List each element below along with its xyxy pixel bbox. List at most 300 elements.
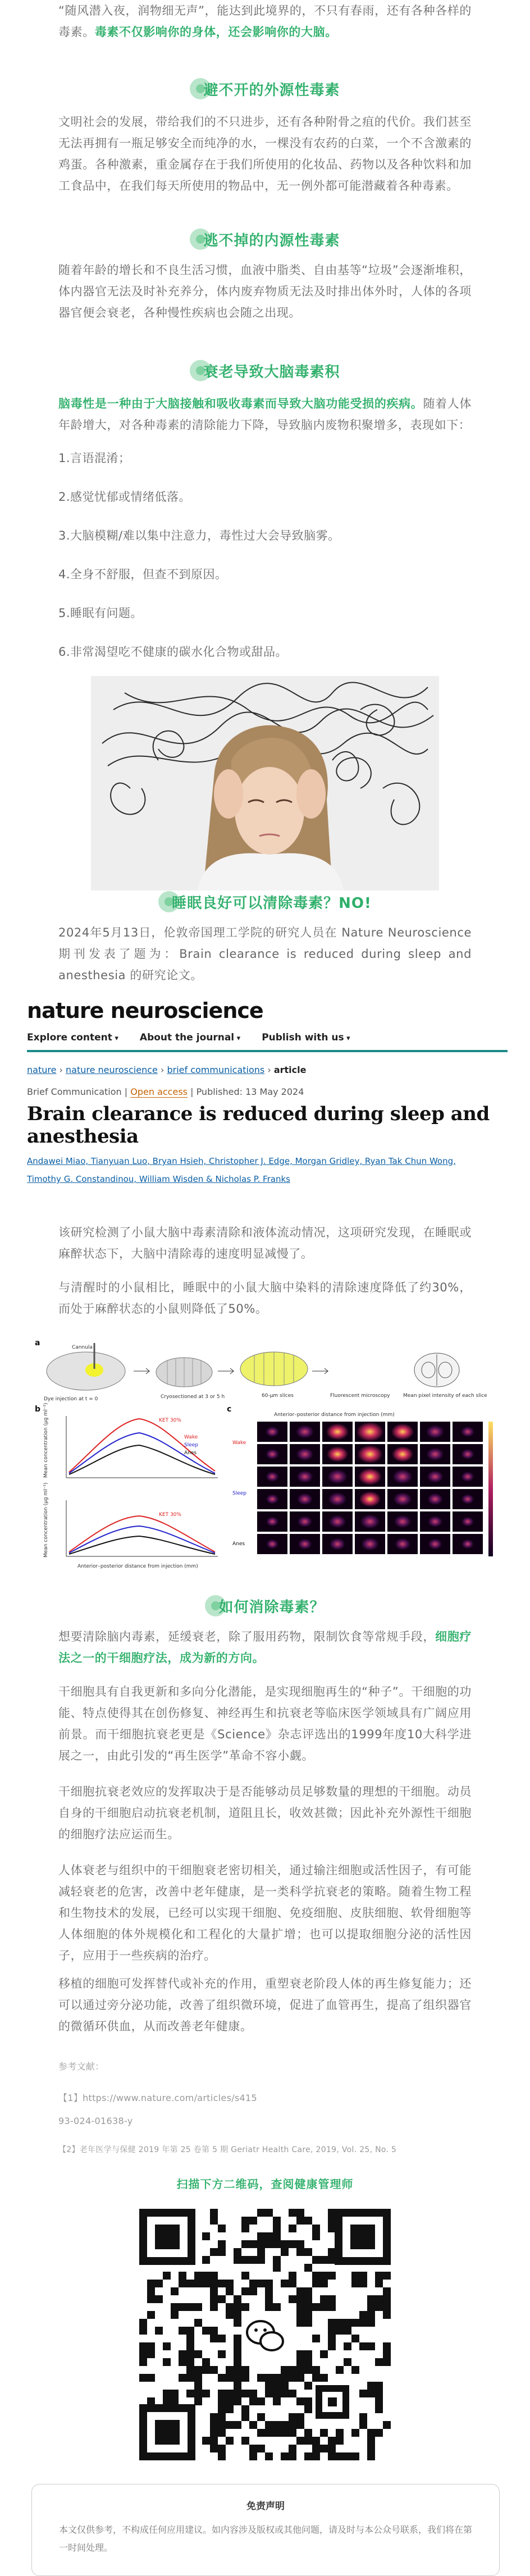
qr-module (249, 2390, 257, 2397)
qr-module (210, 2421, 218, 2429)
qr-module (289, 2390, 296, 2397)
qr-module (194, 2350, 202, 2358)
qr-module (273, 2240, 281, 2248)
section3-highlight: 脑毒性是一种由于大脑接触和吸收毒素而导致大脑功能受损的疾病。 (58, 397, 423, 410)
qr-module (273, 2429, 281, 2437)
qr-module (234, 2342, 241, 2350)
qr-module (320, 2295, 328, 2303)
qr-module (320, 2445, 328, 2452)
heatmap-spot (296, 1425, 314, 1438)
section-title: 衰老导致大脑毒素积 (203, 363, 340, 381)
qr-module (344, 2452, 351, 2460)
qr-module (383, 2358, 391, 2366)
qr-module (155, 2327, 163, 2335)
qr-module (179, 2374, 186, 2382)
qr-module (336, 2429, 344, 2437)
qr-module (179, 2350, 186, 2358)
heatmap-spot (296, 1448, 314, 1461)
heatmap-title: Anterior–posterior distance from injection (mm) (274, 1412, 395, 1418)
qr-module (320, 2303, 328, 2311)
qr-module (367, 2429, 375, 2437)
qr-module (265, 2421, 273, 2429)
section-title: 避不开的外源性毒素 (203, 81, 340, 99)
qr-module (351, 2429, 359, 2437)
qr-module (249, 2256, 257, 2264)
qr-module (383, 2421, 391, 2429)
qr-module (202, 2358, 210, 2366)
cannula-label: Cannula (72, 1345, 93, 1350)
qr-module (147, 2311, 155, 2319)
ylabel-top: Mean concentration (μg ml⁻¹) (43, 1403, 49, 1478)
journal-screenshot (27, 998, 508, 1188)
qr-module (296, 2374, 304, 2382)
caption-microscopy: Fluorescent microscopy (330, 1393, 390, 1399)
qr-module (163, 2342, 171, 2350)
qr-module (359, 2272, 367, 2280)
stem-cell-paragraph: 移植的细胞可发挥替代或补充的作用，重塑衰老阶段人体的再生修复能力；还可以通过旁分泌功能，改善了组织微环境，促进了血管再生，提高了组织器官的微循环供血，从而改善老年健康。 (58, 1977, 472, 2033)
qr-module (328, 2342, 336, 2350)
study-summary: 该研究检测了小鼠大脑中毒素清除和液体流动情况，这项研究发现，在睡眠或麻醉状态下，大脑中清除毒的速度明显减慢了。 (58, 1226, 472, 1260)
qr-module (375, 2429, 383, 2437)
qr-module (210, 2335, 218, 2342)
qr-module (257, 2248, 265, 2256)
qr-module (241, 2272, 249, 2280)
qr-module (249, 2445, 257, 2452)
qr-module (218, 2445, 226, 2452)
qr-module (147, 2342, 155, 2350)
qr-module (194, 2397, 202, 2405)
symptom-list-item: 5.睡眠有问题。 (58, 606, 143, 620)
qr-module (218, 2397, 226, 2405)
qr-module (257, 2280, 265, 2287)
qr-module (234, 2421, 241, 2429)
qr-module (226, 2287, 234, 2295)
qr-module (265, 2280, 273, 2287)
qr-module (147, 2397, 155, 2405)
qr-module (226, 2303, 234, 2311)
qr-module (186, 2327, 194, 2335)
qr-module (218, 2225, 226, 2232)
panel-b-label: b (35, 1405, 41, 1414)
qr-caption: 扫描下方二维码，查阅健康管理师 (176, 2177, 354, 2191)
qr-module (163, 2397, 171, 2405)
heatmap-spot (461, 1427, 474, 1437)
qr-module (234, 2256, 241, 2264)
qr-module (218, 2248, 226, 2256)
qr-module (296, 2366, 304, 2374)
heatmap-spot (298, 1516, 312, 1527)
caption-cryosectioned: Cryosectioned at 3 or 5 h (161, 1394, 225, 1400)
section5-intro (58, 1626, 472, 1669)
qr-module (226, 2421, 234, 2429)
authors-line-2[interactable]: Timothy G. Constandinou, William Wisden & Nicholas P. Franks (27, 1174, 290, 1184)
qr-module (296, 2413, 304, 2421)
qr-module (179, 2303, 186, 2311)
heatmap-spot (461, 1449, 474, 1459)
section-title: 如何消除毒素？ (218, 1598, 325, 1616)
qr-module (249, 2240, 257, 2248)
qr-module (289, 2225, 296, 2232)
qr-module (273, 2256, 281, 2264)
qr-module (241, 2256, 249, 2264)
journal-nav (27, 1032, 508, 1043)
qr-module (320, 2256, 328, 2264)
qr-module (171, 2311, 179, 2319)
qr-module (375, 2397, 383, 2405)
qr-module (265, 2303, 273, 2311)
qr-module (383, 2350, 391, 2358)
qr-module (375, 2280, 383, 2287)
qr-module (328, 2445, 336, 2452)
author-list (27, 1152, 508, 1188)
qr-module (194, 2374, 202, 2382)
qr-module (163, 2390, 171, 2397)
qr-module (147, 2350, 155, 2358)
qr-module (202, 2256, 210, 2264)
heatmap-spot (391, 1424, 414, 1440)
qr-module (336, 2366, 344, 2374)
qr-module (265, 2390, 273, 2397)
qr-module (281, 2240, 289, 2248)
nav-explore-content[interactable]: Explore content ▾ (27, 1032, 118, 1043)
qr-module (312, 2280, 320, 2287)
stem-cell-paragraph: 干细胞抗衰老效应的发挥取决于是否能够动员足够数量的理想的干细胞。动员自身的干细胞启动抗衰老机制，道阻且长，收效甚微；因此补充外源性干细胞的细胞疗法应运而生。 (58, 1785, 472, 1841)
qr-module (226, 2366, 234, 2374)
heatmap-spot (462, 1539, 474, 1549)
qr-module (234, 2382, 241, 2390)
qr-module (210, 2437, 218, 2445)
qr-module (202, 2366, 210, 2374)
qr-module (351, 2319, 359, 2327)
reference-2: 【2】老年医学与保健 2019 年第 25 卷第 5 期 Geriatr Health Care, 2019, Vol. 25, No. 5 (58, 2145, 397, 2154)
qr-module (296, 2303, 304, 2311)
disclaimer-body: 本文仅供参考，不构成任何应用建议。如内容涉及版权或其他问题，请及时与本公众号联系，我们将在第一时间处理。 (59, 2524, 473, 2553)
qr-module (336, 2319, 344, 2327)
qr-module (367, 2303, 375, 2311)
section-heading-internal-toxins (0, 222, 530, 256)
qr-module (257, 2445, 265, 2452)
qr-module (210, 2287, 218, 2295)
qr-module (194, 2280, 202, 2287)
qr-module (367, 2390, 375, 2397)
article-title: Brain clearance is reduced during sleep and anesthesia (27, 1103, 490, 1148)
heatmap-spot (330, 1538, 345, 1550)
caption-mean-intensity: Mean pixel intensity of each slice (403, 1393, 487, 1399)
qr-module (163, 2272, 171, 2280)
heatmap-spot (328, 1492, 347, 1506)
row-label-sleep: Sleep (232, 1491, 247, 1496)
qr-module (359, 2280, 367, 2287)
qr-module (289, 2366, 296, 2374)
qr-module (281, 2280, 289, 2287)
qr-module (273, 2225, 281, 2232)
qr-module (249, 2280, 257, 2287)
qr-module (304, 2429, 312, 2437)
authors-line-1[interactable]: Andawei Miao, Tianyuan Luo, Bryan Hsieh, Christopher J. Edge, Morgan Gridley, Ryan Tak Chun Wong, (27, 1156, 456, 1166)
qr-module (210, 2217, 218, 2225)
qr-module (312, 2445, 320, 2452)
qr-module (328, 2335, 336, 2342)
qr-module (241, 2390, 249, 2397)
qr-module (383, 2272, 391, 2280)
section1-body: 文明社会的发展，带给我们的不只进步，还有各种附骨之疽的代价。我们甚至无法再拥有一瓶足够安全而纯净的水，一棵没有农药的白菜，一个不含激素的鸡蛋。各种激素，重金属存在于我们所使用的化妆品、药物以及各种饮料和加工食品中，在我们每天所使用的物品中，无一例外都可能潜藏着各种毒素。 (58, 115, 472, 193)
qr-module (273, 2390, 281, 2397)
qr-module (383, 2303, 391, 2311)
references-label: 参考文献： (58, 2061, 104, 2072)
heatmap-spot (394, 1492, 412, 1506)
qr-module (186, 2366, 194, 2374)
breadcrumb-nature-neuroscience[interactable]: nature neuroscience (66, 1065, 158, 1075)
reference-1-link-cont[interactable]: 93-024-01638-y (58, 2116, 133, 2126)
qr-module (351, 2366, 359, 2374)
ylabel-bottom: Mean concentration (μg ml⁻¹) (43, 1482, 49, 1558)
qr-module (296, 2319, 304, 2327)
qr-module (234, 2374, 241, 2382)
qr-module (171, 2287, 179, 2295)
qr-module (226, 2397, 234, 2405)
intro-paragraph (58, 0, 472, 43)
section3-text: 随着人体年龄增大，对各种毒素的清除能力下降，导致脑内废物积聚增多，表现如下： (58, 397, 472, 432)
qr-module (179, 2327, 186, 2335)
qr-module (304, 2295, 312, 2303)
qr-module (289, 2452, 296, 2460)
qr-module (367, 2295, 375, 2303)
qr-module (383, 2287, 391, 2295)
qr-module (241, 2225, 249, 2232)
qr-module (296, 2295, 304, 2303)
qr-module (163, 2358, 171, 2366)
qr-module (155, 2295, 163, 2303)
qr-module (234, 2390, 241, 2397)
qr-module (265, 2232, 273, 2240)
qr-module (304, 2358, 312, 2366)
qr-module (336, 2437, 344, 2445)
qr-module (194, 2272, 202, 2280)
qr-module (265, 2209, 273, 2217)
qr-module (241, 2413, 249, 2421)
reference-1-link[interactable]: 【1】https://www.nature.com/articles/s415 (58, 2093, 257, 2103)
heatmap-spot (427, 1493, 443, 1505)
qr-module (234, 2248, 241, 2256)
qr-module (344, 2319, 351, 2327)
annotation-top: KET 30% (159, 1418, 181, 1423)
qr-module (296, 2350, 304, 2358)
qr-module (281, 2374, 289, 2382)
qr-module (234, 2311, 241, 2319)
study-result: 与清醒时的小鼠相比，睡眠中的小鼠大脑中染料的清除速度降低了约30%，而处于麻醉状态的小鼠则降低了50%。 (58, 1281, 472, 1316)
qr-module (147, 2280, 155, 2287)
qr-module (273, 2374, 281, 2382)
qr-module (367, 2445, 375, 2452)
section-heading-remove-toxins (0, 1589, 530, 1623)
qr-module (218, 2335, 226, 2342)
qr-module (304, 2350, 312, 2358)
qr-module (375, 2358, 383, 2366)
qr-module (344, 2358, 351, 2366)
qr-module (194, 2382, 202, 2390)
qr-module (296, 2287, 304, 2295)
qr-module (257, 2397, 265, 2405)
qr-module (265, 2452, 273, 2460)
qr-module (139, 2327, 147, 2335)
brain-slices-illustration (240, 1352, 308, 1386)
qr-module (328, 2327, 336, 2335)
qr-module (320, 2429, 328, 2437)
qr-module (218, 2421, 226, 2429)
qr-module (179, 2272, 186, 2280)
qr-module (281, 2382, 289, 2390)
heatmap-spot (358, 1468, 381, 1485)
symptom-list-item: 2.感觉忧郁或情绪低落。 (58, 490, 191, 504)
qr-module (179, 2280, 186, 2287)
qr-module (336, 2452, 344, 2460)
qr-module (289, 2272, 296, 2280)
nav-publish-with-us[interactable]: Publish with us ▾ (262, 1032, 350, 1043)
qr-module (226, 2390, 234, 2397)
heatmap-spot (392, 1446, 413, 1461)
panel-a-label: a (35, 1339, 40, 1348)
qr-module (375, 2405, 383, 2413)
breadcrumb-brief-communications[interactable]: brief communications (167, 1065, 265, 1075)
qr-module (234, 2397, 241, 2405)
journal-logo[interactable]: nature neuroscience (27, 998, 263, 1023)
qr-module (367, 2382, 375, 2390)
qr-module (351, 2272, 359, 2280)
panel-c-label: c (227, 1405, 232, 1414)
qr-module (139, 2319, 147, 2327)
qr-module (202, 2390, 210, 2397)
legend-wake: Wake (184, 1435, 198, 1440)
qr-module (210, 2280, 218, 2287)
qr-module (383, 2342, 391, 2350)
qr-module (249, 2217, 257, 2225)
chevron-right-icon: › (160, 1065, 167, 1075)
qr-module (367, 2311, 375, 2319)
qr-module (202, 2272, 210, 2280)
qr-module (186, 2358, 194, 2366)
qr-module (147, 2295, 155, 2303)
xlabel: Anterior–posterior distance from injection (mm) (77, 1564, 198, 1569)
heatmap-spot (426, 1425, 444, 1438)
qr-module (289, 2413, 296, 2421)
symptom-list-item: 4.全身不舒服，但查不到原因。 (58, 568, 227, 581)
qr-module (289, 2280, 296, 2287)
qr-module (281, 2390, 289, 2397)
qr-module (367, 2342, 375, 2350)
section-heading-external-toxins (0, 72, 530, 106)
qr-module (304, 2437, 312, 2445)
breadcrumb-nature[interactable]: nature (27, 1065, 57, 1075)
qr-module (328, 2248, 336, 2256)
qr-module (139, 2342, 147, 2350)
qr-module (234, 2303, 241, 2311)
qr-module (186, 2280, 194, 2287)
qr-module (304, 2319, 312, 2327)
qr-module (241, 2374, 249, 2382)
section3-body (58, 393, 472, 436)
qr-module (296, 2209, 304, 2217)
qr-module (226, 2311, 234, 2319)
qr-module (226, 2374, 234, 2382)
qr-module (186, 2303, 194, 2311)
qr-module (383, 2295, 391, 2303)
qr-module (289, 2445, 296, 2452)
qr-module (218, 2295, 226, 2303)
qr-module (210, 2295, 218, 2303)
qr-module (344, 2327, 351, 2335)
qr-module (210, 2303, 218, 2311)
qr-module (359, 2390, 367, 2397)
qr-module (257, 2232, 265, 2240)
qr-module (186, 2342, 194, 2350)
qr-module (265, 2295, 273, 2303)
qr-module (289, 2295, 296, 2303)
qr-module (351, 2280, 359, 2287)
qr-module (171, 2390, 179, 2397)
heatmap-spot (358, 1445, 383, 1463)
qr-module (281, 2429, 289, 2437)
section-heading-sleep (0, 885, 530, 919)
qr-module (328, 2225, 336, 2232)
chevron-right-icon: › (267, 1065, 274, 1075)
qr-module (257, 2209, 265, 2217)
qr-module (273, 2397, 281, 2405)
stem-cell-paragraph: 干细胞具有自我更新和多向分化潜能，是实现细胞再生的“种子”。干细胞的功能、特点使得其在创伤修复、神经再生和抗衰老等临床医学领域具有广阔应用前景。而干细胞抗衰老更是《Science》杂志评选出的1999年度10大科学进展之一，由此引发的“再生医学”革命不容小觑。 (58, 1685, 472, 1762)
qr-module (210, 2327, 218, 2335)
symptom-list-item: 1.言语混淆； (58, 451, 131, 465)
qr-module (304, 2264, 312, 2272)
heatmap-spot (361, 1537, 378, 1550)
slice-section-illustration (414, 1353, 459, 1387)
wechat-logo-icon (243, 2312, 287, 2357)
heatmap-spot (297, 1493, 313, 1505)
nav-about-journal[interactable]: About the journal ▾ (140, 1032, 240, 1043)
qr-module (359, 2319, 367, 2327)
heatmap-spot (298, 1538, 312, 1549)
qr-module (320, 2280, 328, 2287)
qr-module (296, 2217, 304, 2225)
section2-body: 随着年龄的增长和不良生活习惯，血液中脂类、自由基等“垃圾”会逐渐堆积，体内器官无法及时补充养分，体内废弃物质无法及时排出体外时，人体的各项器官便会衰老，各种慢性疾病也会随之出现。 (58, 263, 472, 319)
qr-module (296, 2311, 304, 2319)
qr-module (139, 2358, 147, 2366)
qr-module (265, 2382, 273, 2390)
qr-module (312, 2272, 320, 2280)
qr-module (312, 2366, 320, 2374)
breadcrumb (27, 1065, 508, 1075)
qr-module (328, 2452, 336, 2460)
qr-module (249, 2397, 257, 2405)
qr-code[interactable] (130, 2200, 400, 2469)
qr-module (202, 2437, 210, 2445)
qr-module (273, 2232, 281, 2240)
qr-module (312, 2452, 320, 2460)
qr-module (249, 2421, 257, 2429)
qr-module (241, 2303, 249, 2311)
nav-divider (27, 1050, 508, 1052)
open-access-badge[interactable]: Open access (130, 1086, 188, 1097)
qr-module (265, 2429, 273, 2437)
qr-module (210, 2445, 218, 2452)
qr-module (218, 2405, 226, 2413)
heatmap-spot (360, 1514, 380, 1528)
qr-module (194, 2319, 202, 2327)
disclaimer-title: 免责声明 (246, 2501, 285, 2512)
qr-module (375, 2303, 383, 2311)
qr-module (226, 2280, 234, 2287)
intro-highlight: 毒素不仅影响你的身体，还会影响你的大脑。 (94, 25, 337, 39)
article-type: Brief Communication (27, 1086, 122, 1097)
qr-module (249, 2452, 257, 2460)
